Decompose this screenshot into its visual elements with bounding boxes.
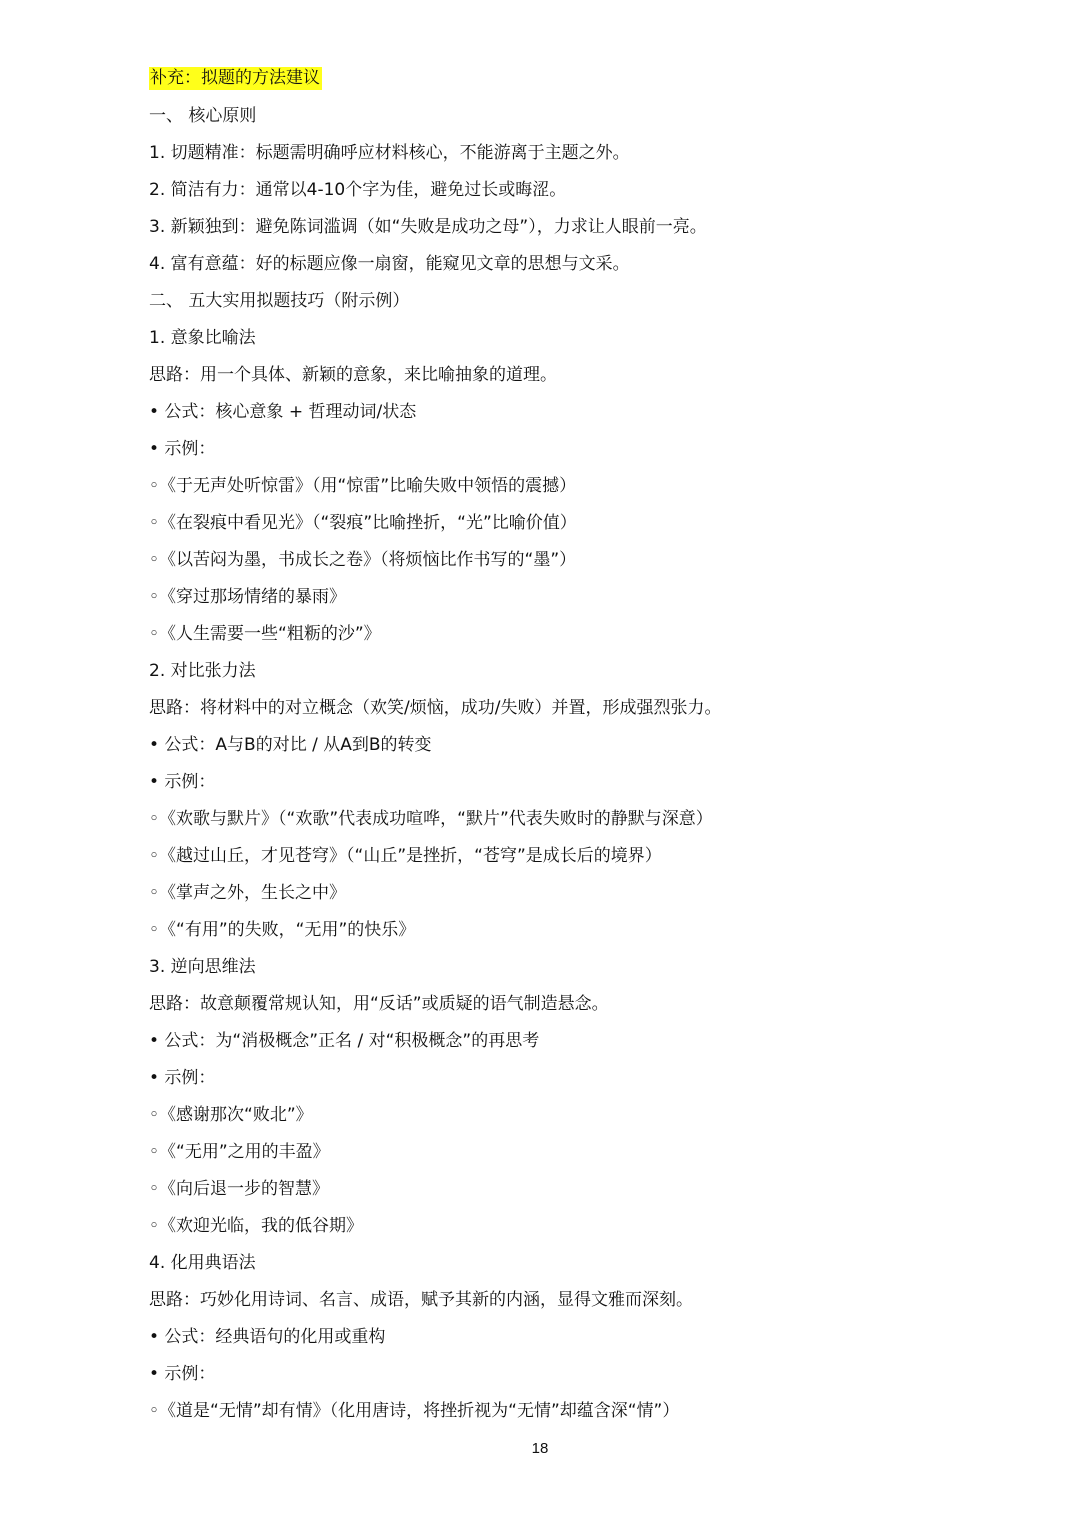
- technique-idea: 思路：巧妙化用诗词、名言、成语，赋予其新的内涵，显得文雅而深刻。: [149, 1290, 693, 1310]
- examples-bullet: • 示例：: [149, 1068, 216, 1088]
- example-item: ◦《穿过那场情绪的暴雨》: [149, 587, 347, 607]
- examples-bullet: • 示例：: [149, 439, 216, 459]
- example-item: ◦《掌声之外，生长之中》: [149, 883, 347, 903]
- example-item: ◦《“无用”之用的丰盈》: [149, 1142, 330, 1162]
- formula-bullet: • 公式：核心意象 + 哲理动词/状态: [149, 402, 417, 422]
- formula-bullet: • 公式：为“消极概念”正名 / 对“积极概念”的再思考: [149, 1031, 540, 1051]
- formula-bullet: • 公式：经典语句的化用或重构: [149, 1327, 386, 1347]
- examples-bullet: • 示例：: [149, 1364, 216, 1384]
- example-item: ◦《道是“无情”却有情》（化用唐诗，将挫折视为“无情”却蕴含深“情”）: [149, 1401, 680, 1421]
- page-number: 18: [531, 1440, 549, 1457]
- technique-idea: 思路：用一个具体、新颖的意象，来比喻抽象的道理。: [149, 365, 557, 385]
- example-item: ◦《以苦闷为墨，书成长之卷》（将烦恼比作书写的“墨”）: [149, 550, 577, 570]
- section-title: [149, 66, 322, 90]
- example-item: ◦《人生需要一些“粗粝的沙”》: [149, 624, 381, 644]
- example-item: ◦《感谢那次“败北”》: [149, 1105, 313, 1125]
- example-item: ◦《越过山丘，才见苍穹》（“山丘”是挫折，“苍穹”是成长后的境界）: [149, 846, 662, 866]
- example-item: ◦《在裂痕中看见光》（“裂痕”比喻挫折，“光”比喻价值）: [149, 513, 577, 533]
- technique-heading: 4. 化用典语法: [149, 1253, 256, 1273]
- principle-item: 2. 简洁有力：通常以4-10个字为佳，避免过长或晦涩。: [149, 180, 567, 200]
- technique-idea: 思路：将材料中的对立概念（欢笑/烦恼，成功/失败）并置，形成强烈张力。: [149, 698, 722, 718]
- technique-heading: 2. 对比张力法: [149, 661, 256, 681]
- example-item: ◦《于无声处听惊雷》（用“惊雷”比喻失败中领悟的震撼）: [149, 476, 577, 496]
- example-item: ◦《欢迎光临，我的低谷期》: [149, 1216, 364, 1236]
- example-item: ◦《“有用”的失败，“无用”的快乐》: [149, 920, 416, 940]
- principle-item: 4. 富有意蕴：好的标题应像一扇窗，能窥见文章的思想与文采。: [149, 254, 630, 274]
- technique-heading: 3. 逆向思维法: [149, 957, 256, 977]
- principle-item: 3. 新颖独到：避免陈词滥调（如“失败是成功之母”），力求让人眼前一亮。: [149, 217, 707, 237]
- principle-item: 1. 切题精准：标题需明确呼应材料核心，不能游离于主题之外。: [149, 143, 630, 163]
- highlighted-title: 补充：拟题的方法建议: [150, 68, 320, 88]
- example-item: ◦《向后退一步的智慧》: [149, 1179, 330, 1199]
- heading-techniques: 二、 五大实用拟题技巧（附示例）: [149, 291, 410, 311]
- technique-idea: 思路：故意颠覆常规认知，用“反话”或质疑的语气制造悬念。: [149, 994, 609, 1014]
- heading-core-principles: 一、 核心原则: [149, 106, 257, 126]
- examples-bullet: • 示例：: [149, 772, 216, 792]
- formula-bullet: • 公式：A与B的对比 / 从A到B的转变: [149, 735, 432, 755]
- technique-heading: 1. 意象比喻法: [149, 328, 256, 348]
- example-item: ◦《欢歌与默片》（“欢歌”代表成功喧哗，“默片”代表失败时的静默与深意）: [149, 809, 713, 829]
